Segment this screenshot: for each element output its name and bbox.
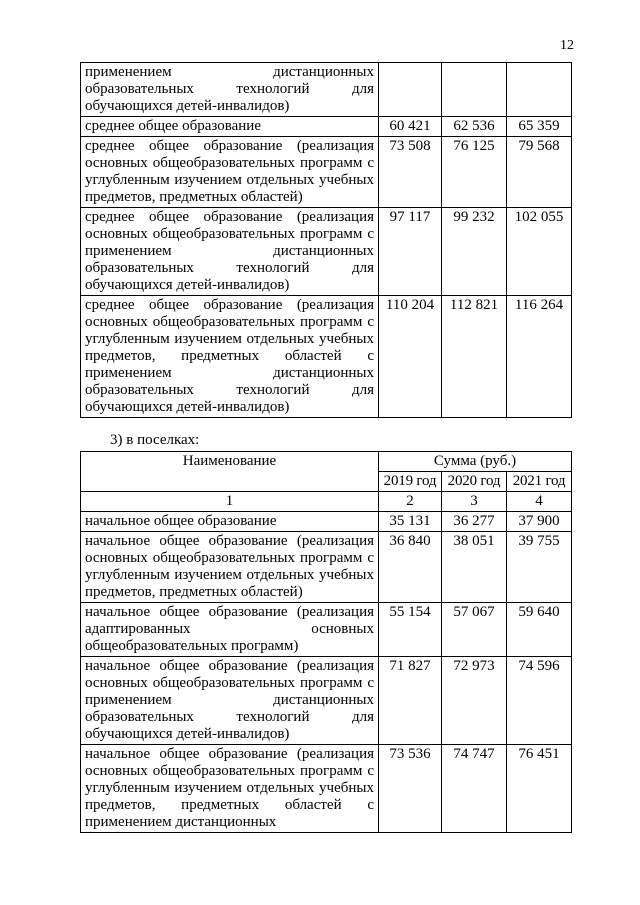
row-name: среднее общее образование (реализация основных общеобразовательных программ с применением дистанционных образовательных технологий для обучающихся детей-инвалидов) — [81, 208, 379, 296]
value-2019: 97 117 — [379, 208, 442, 296]
header-row — [81, 452, 572, 472]
value-2020: 76 125 — [442, 137, 507, 208]
value-2021: 59 640 — [507, 603, 572, 657]
value-2019: 110 204 — [379, 296, 442, 418]
table-row — [81, 296, 572, 418]
column-number-row — [81, 492, 572, 512]
table-row — [81, 603, 572, 657]
table-header — [81, 452, 572, 512]
value-2021: 102 055 — [507, 208, 572, 296]
table-row — [81, 512, 572, 532]
row-name: среднее общее образование (реализация основных общеобразовательных программ с углубленным изучением отдельных учебных предметов, предметных областей) — [81, 137, 379, 208]
value-2019: 71 827 — [379, 657, 442, 745]
value-2021: 79 568 — [507, 137, 572, 208]
table-row — [81, 63, 572, 117]
value-2020: 57 067 — [442, 603, 507, 657]
funding-table-settlements — [80, 451, 572, 833]
value-2021: 74 596 — [507, 657, 572, 745]
table-body — [81, 63, 572, 418]
row-name: начальное общее образование (реализация основных общеобразовательных программ с углубленным изучением отдельных учебных предметов, предметных областей с применением дистанционных — [81, 745, 379, 833]
header-year-2020: 2020 год — [442, 472, 507, 492]
value-2019: 55 154 — [379, 603, 442, 657]
column-number: 3 — [442, 492, 507, 512]
row-name: начальное общее образование (реализация основных общеобразовательных программ с углубленным изучением отдельных учебных предметов, предметных областей) — [81, 532, 379, 603]
value-2019: 36 840 — [379, 532, 442, 603]
row-name: начальное общее образование (реализация адаптированных основных общеобразовательных программ) — [81, 603, 379, 657]
value-2019: 73 508 — [379, 137, 442, 208]
header-year-2019: 2019 год — [379, 472, 442, 492]
table-row — [81, 208, 572, 296]
row-name: применением дистанционных образовательных технологий для обучающихся детей-инвалидов) — [81, 63, 379, 117]
header-name: Наименование — [81, 452, 379, 492]
value-2020: 99 232 — [442, 208, 507, 296]
value-2021: 65 359 — [507, 117, 572, 137]
value-2019: 35 131 — [379, 512, 442, 532]
value-2020: 62 536 — [442, 117, 507, 137]
value-2021: 37 900 — [507, 512, 572, 532]
value-2019: 60 421 — [379, 117, 442, 137]
row-name: начальное общее образование — [81, 512, 379, 532]
row-name: среднее общее образование — [81, 117, 379, 137]
column-number: 4 — [507, 492, 572, 512]
row-name: среднее общее образование (реализация основных общеобразовательных программ с углубленным изучением отдельных учебных предметов, предметных областей с применением дистанционных образовательных технологий для обучающихся детей-инвалидов) — [81, 296, 379, 418]
column-number: 1 — [81, 492, 379, 512]
header-year-2021: 2021 год — [507, 472, 572, 492]
value-2020: 112 821 — [442, 296, 507, 418]
value-2020: 74 747 — [442, 745, 507, 833]
value-2021: 116 264 — [507, 296, 572, 418]
row-name: начальное общее образование (реализация основных общеобразовательных программ с применением дистанционных образовательных технологий для обучающихся детей-инвалидов) — [81, 657, 379, 745]
value-2021 — [507, 63, 572, 117]
page-number: 12 — [560, 38, 574, 53]
value-2021: 39 755 — [507, 532, 572, 603]
column-number: 2 — [379, 492, 442, 512]
table-row — [81, 657, 572, 745]
header-sum: Сумма (руб.) — [379, 452, 572, 472]
value-2021: 76 451 — [507, 745, 572, 833]
table-row — [81, 137, 572, 208]
section-caption: 3) в поселках: — [110, 432, 200, 448]
value-2020 — [442, 63, 507, 117]
value-2019: 73 536 — [379, 745, 442, 833]
value-2020: 38 051 — [442, 532, 507, 603]
table-row — [81, 745, 572, 833]
table-body — [81, 512, 572, 833]
value-2020: 72 973 — [442, 657, 507, 745]
table-row — [81, 532, 572, 603]
value-2020: 36 277 — [442, 512, 507, 532]
table-row — [81, 117, 572, 137]
funding-table-continued — [80, 62, 572, 418]
value-2019 — [379, 63, 442, 117]
